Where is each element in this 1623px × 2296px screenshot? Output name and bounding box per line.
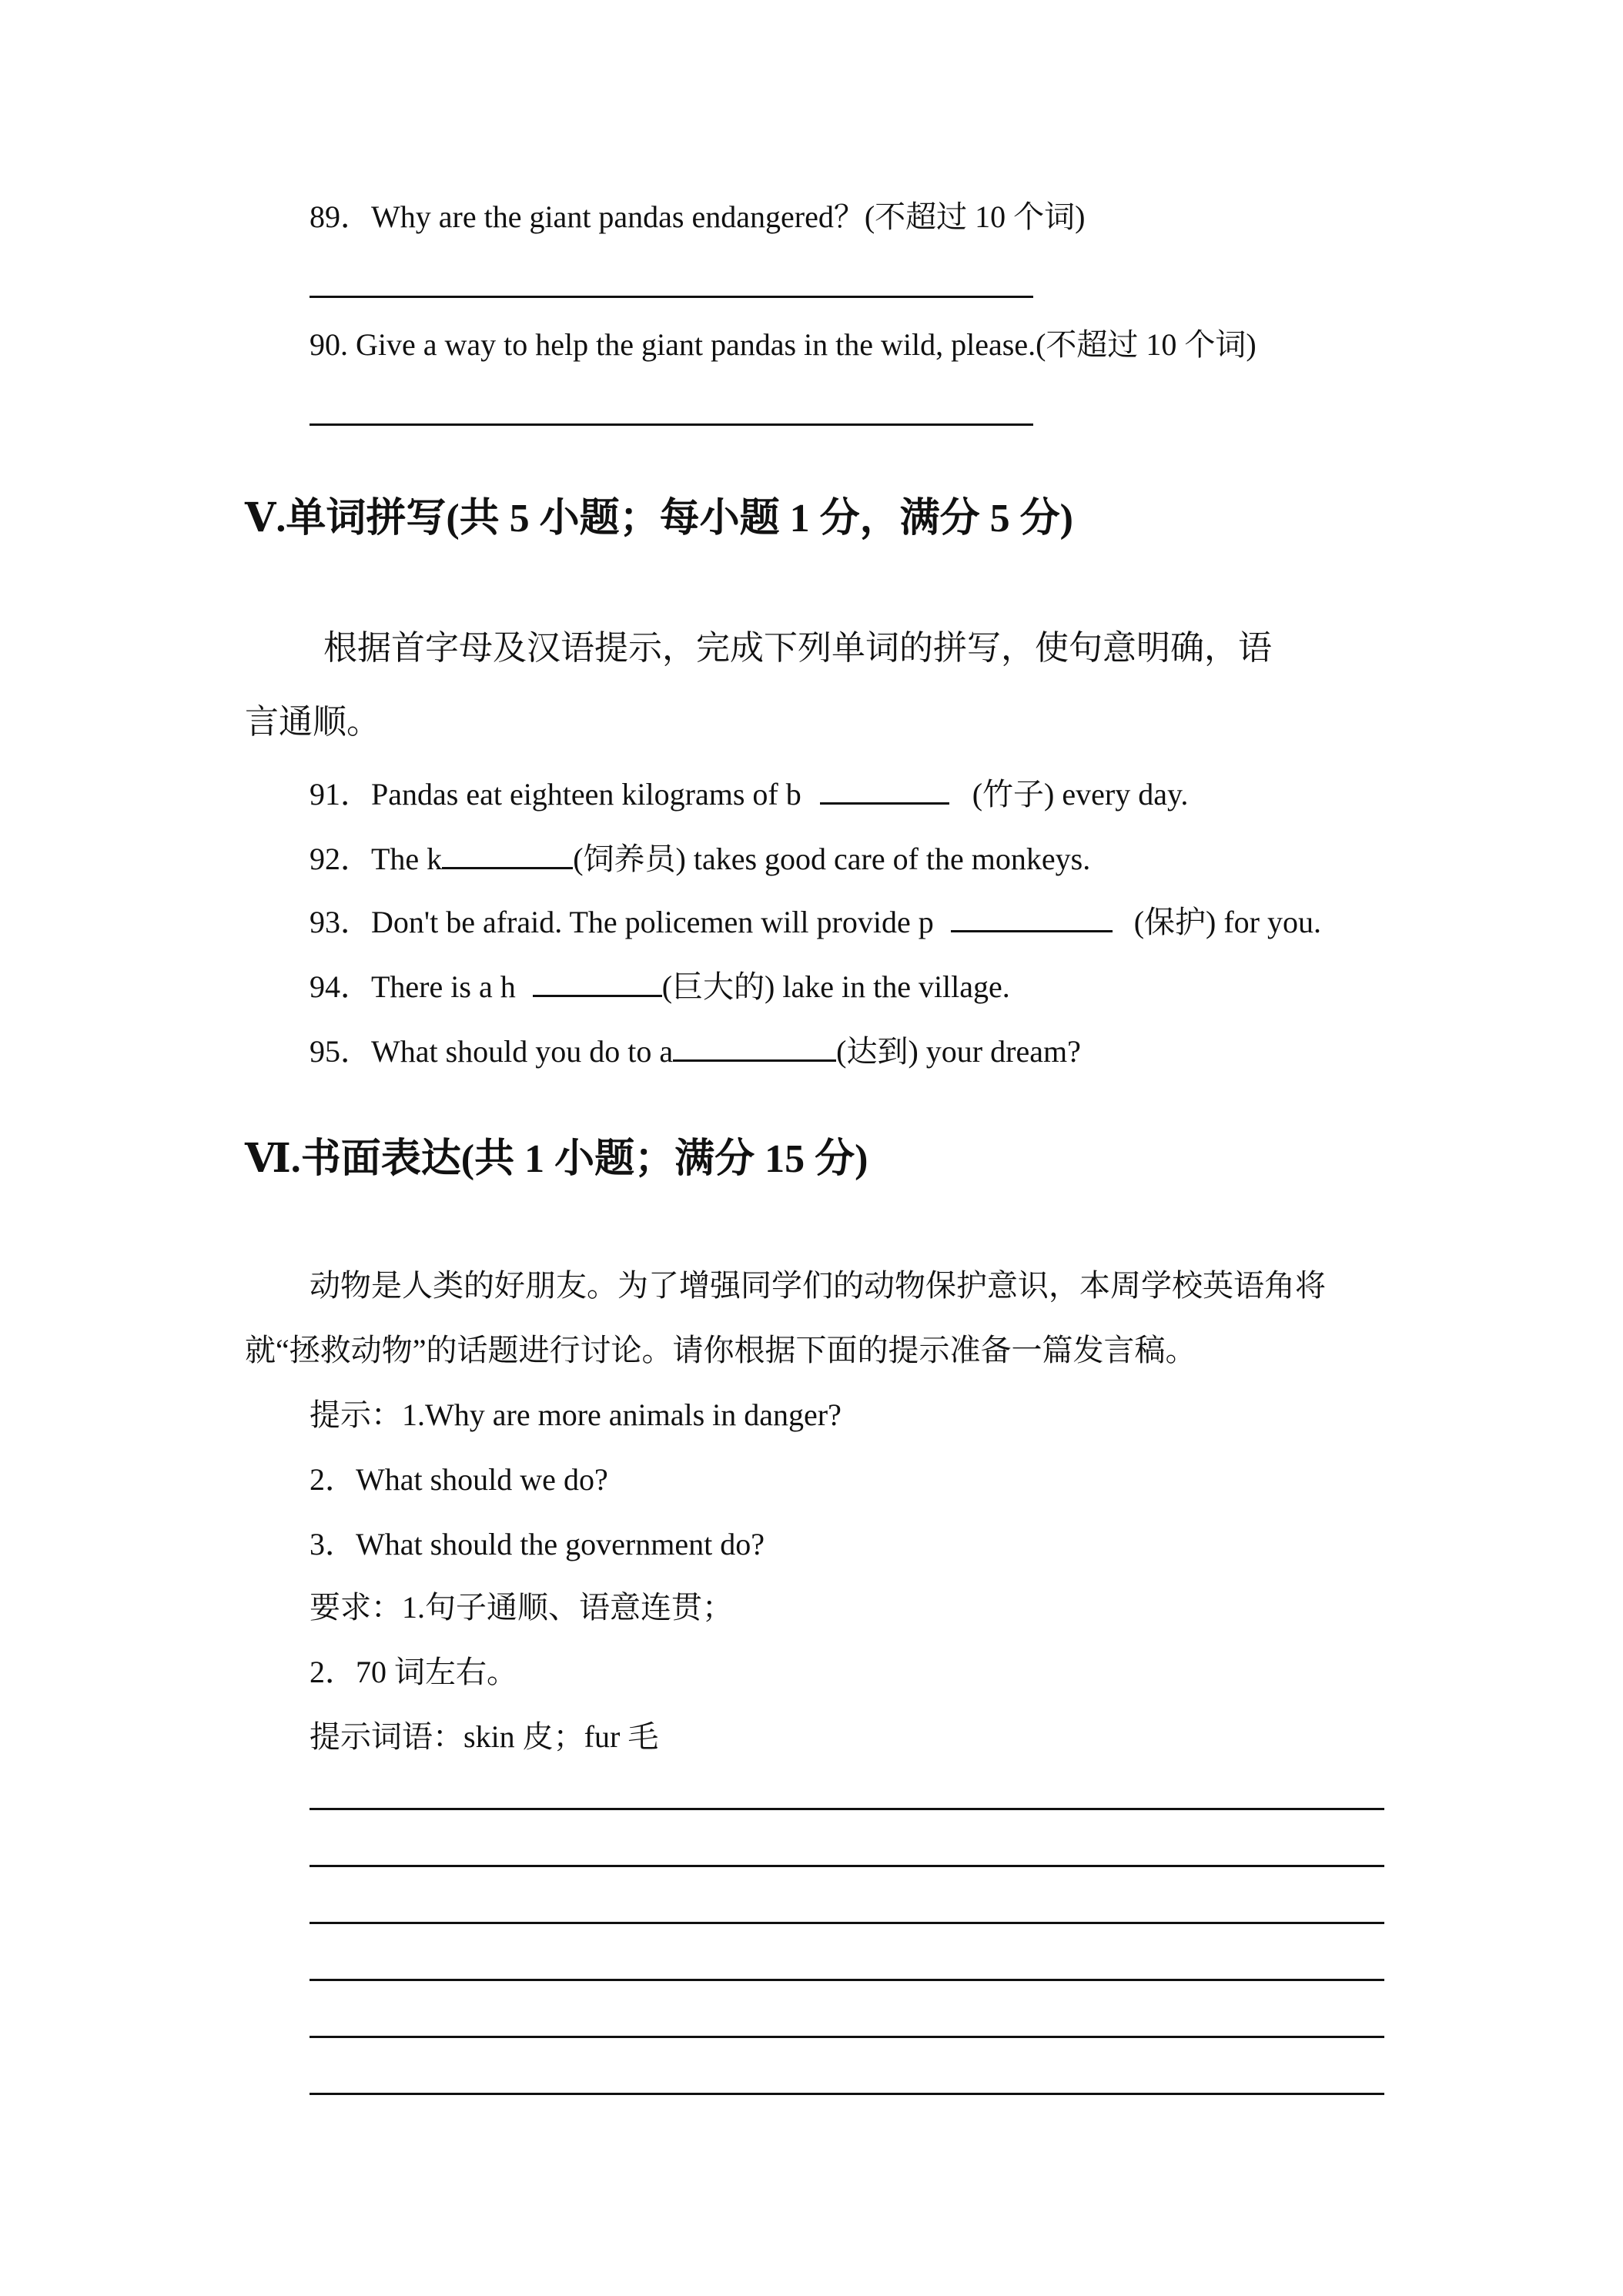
item-92-after: (饲养员) takes good care of the monkeys. [573, 842, 1091, 876]
writing-line-3[interactable] [310, 1922, 1384, 1924]
question-90: 90. Give a way to help the giant pandas in the wild, please.(不超过 10 个词) [310, 327, 1257, 362]
blank-94[interactable] [533, 969, 662, 997]
item-91 [310, 776, 1188, 813]
answer-line-90[interactable] [310, 423, 1033, 426]
item-95-before: 95．What should you do to a [310, 1034, 674, 1069]
item-93-before: 93．Don't be afraid. The policemen will provide p [310, 905, 942, 939]
hint-words: 提示词语：skin 皮；fur 毛 [310, 1719, 659, 1754]
item-95-after: (达到) your dream? [836, 1034, 1081, 1069]
section-5-title: Ⅴ.单词拼写(共 5 小题；每小题 1 分，满分 5 分) [245, 497, 1073, 541]
answer-line-89[interactable] [310, 296, 1033, 298]
hint-2: 2．What should we do? [310, 1462, 608, 1497]
item-92 [310, 841, 1090, 878]
writing-line-5[interactable] [310, 2036, 1384, 2038]
blank-93[interactable] [951, 904, 1113, 932]
blank-91[interactable] [820, 776, 949, 805]
item-93 [310, 904, 1321, 941]
question-89: 89．Why are the giant pandas endangered？(不超过 10 个词) [310, 199, 1086, 234]
blank-92[interactable] [442, 841, 573, 869]
requirement-1: 要求：1.句子通顺、语意连贯； [310, 1590, 733, 1625]
section-6-intro-line1: 动物是人类的好朋友。为了增强同学们的动物保护意识，本周学校英语角将 [310, 1268, 1326, 1303]
writing-line-6[interactable] [310, 2093, 1384, 2095]
section-6-intro-line2: 就“拯救动物”的话题进行讨论。请你根据下面的提示准备一篇发言稿。 [245, 1333, 1196, 1367]
item-91-after: (竹子) every day. [964, 777, 1189, 812]
hint-3: 3．What should the government do? [310, 1527, 765, 1561]
item-91-before: 91．Pandas eat eighteen kilograms of b [310, 777, 809, 812]
item-93-after: (保护) for you. [1126, 905, 1321, 939]
requirement-2: 2．70 词左右。 [310, 1655, 517, 1689]
section-6-title: Ⅵ.书面表达(共 1 小题；满分 15 分) [245, 1137, 868, 1181]
writing-line-1[interactable] [310, 1808, 1384, 1810]
writing-line-4[interactable] [310, 1979, 1384, 1981]
hint-1: 提示：1.Why are more animals in danger? [310, 1397, 842, 1432]
section-5-instruction-line2: 言通顺。 [245, 703, 380, 741]
item-94 [310, 969, 1010, 1006]
blank-95[interactable] [673, 1033, 836, 1062]
item-94-after: (巨大的) lake in the village. [661, 969, 1010, 1004]
writing-line-2[interactable] [310, 1865, 1384, 1867]
item-94-before: 94．There is a h [310, 969, 524, 1004]
section-5-instruction-line1: 根据首字母及汉语提示，完成下列单词的拼写，使句意明确，语 [323, 629, 1272, 667]
item-92-before: 92．The k [310, 842, 443, 876]
item-95 [310, 1033, 1081, 1070]
